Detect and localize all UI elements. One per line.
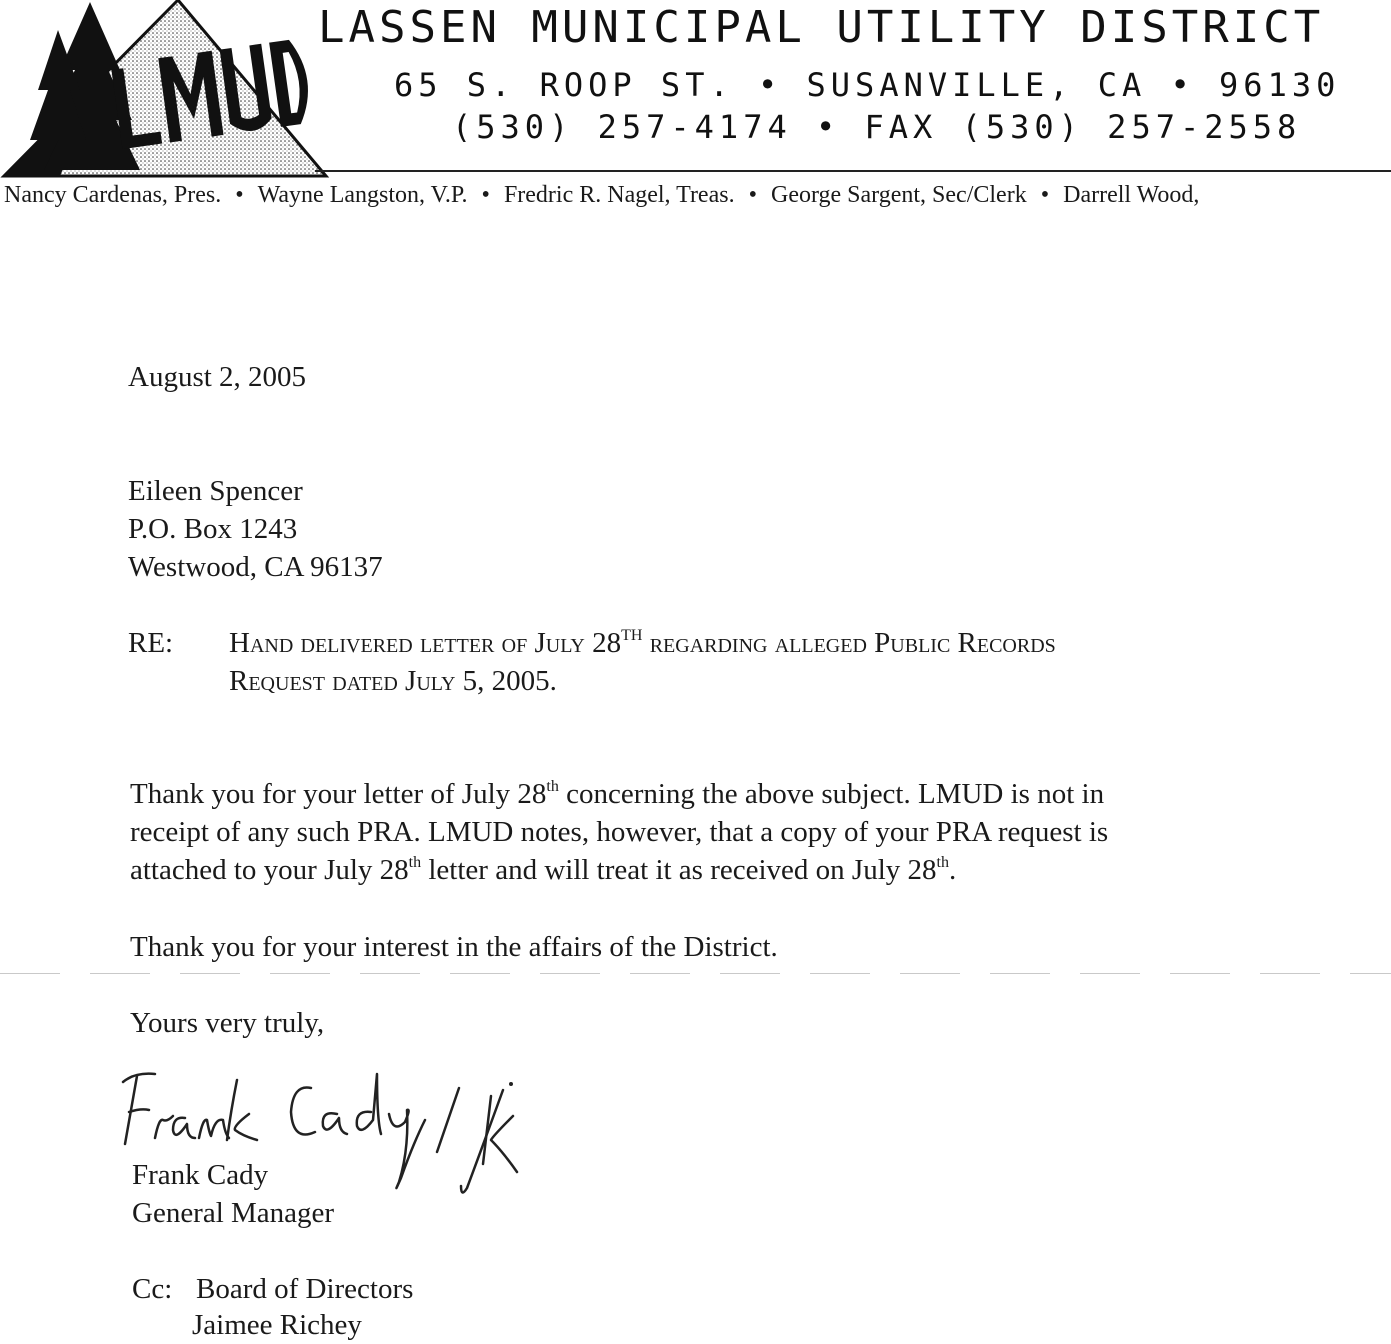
officer-president: Nancy Cardenas, Pres.	[4, 182, 222, 208]
paragraph-2: Thank you for your interest in the affairs of the District.	[130, 931, 778, 963]
paragraph-1-line-1	[130, 775, 1104, 813]
officer-vice-president: Wayne Langston, V.P.	[257, 182, 468, 208]
org-name: LASSEN MUNICIPAL UTILITY DISTRICT	[318, 2, 1325, 53]
officer-secretary: George Sargent, Sec/Clerk	[770, 182, 1027, 208]
org-address: 65 S. ROOP ST. • SUSANVILLE, CA • 96130	[394, 66, 1341, 104]
para-text: letter and will treat it as received on July 28	[421, 854, 937, 886]
paragraph-1-line-2: receipt of any such PRA. LMUD notes, however, that a copy of your PRA request is	[130, 816, 1109, 848]
recipient-po-box: P.O. Box 1243	[128, 513, 298, 545]
re-superscript: TH	[621, 627, 643, 644]
officer-treasurer: Fredric R. Nagel, Treas.	[503, 182, 735, 208]
para-superscript: th	[546, 778, 559, 795]
recipient-name: Eileen Spencer	[128, 475, 303, 507]
letterhead-rule	[315, 170, 1391, 172]
officer-separator: •	[748, 182, 757, 208]
letter-date: August 2, 2005	[128, 361, 307, 393]
paragraph-1-line-3	[130, 851, 956, 889]
lmud-logo	[0, 0, 330, 178]
officer-separator: •	[1040, 182, 1050, 208]
scan-artifact-line	[0, 973, 1391, 974]
officers-line	[4, 182, 1199, 209]
cc-recipient-1: Board of Directors	[196, 1273, 414, 1305]
re-subject-line-1	[229, 624, 1056, 662]
officer-separator: •	[235, 182, 244, 208]
para-text: concerning the above subject. LMUD is not in	[558, 778, 1105, 810]
para-superscript: th	[936, 854, 949, 871]
re-text: regarding alleged Public Records	[642, 627, 1056, 659]
cc-label: Cc:	[132, 1273, 173, 1305]
officer-separator: •	[481, 182, 490, 208]
re-text: Hand delivered letter of July 28	[229, 627, 622, 659]
signer-name: Frank Cady	[132, 1159, 269, 1191]
para-text: .	[948, 854, 957, 886]
para-text: Thank you for your letter of July 28	[130, 778, 547, 810]
closing: Yours very truly,	[130, 1007, 325, 1039]
cc-recipient-2: Jaimee Richey	[192, 1309, 362, 1341]
org-phone-fax: (530) 257-4174 • FAX (530) 257-2558	[452, 108, 1302, 146]
para-superscript: th	[408, 854, 422, 871]
recipient-city: Westwood, CA 96137	[128, 551, 383, 583]
signer-title: General Manager	[132, 1197, 335, 1229]
para-text: attached to your July 28	[130, 854, 409, 886]
officer-director: Darrell Wood,	[1063, 182, 1200, 208]
re-subject-line-2: Request dated July 5, 2005.	[229, 665, 557, 697]
re-label: RE:	[128, 627, 174, 659]
